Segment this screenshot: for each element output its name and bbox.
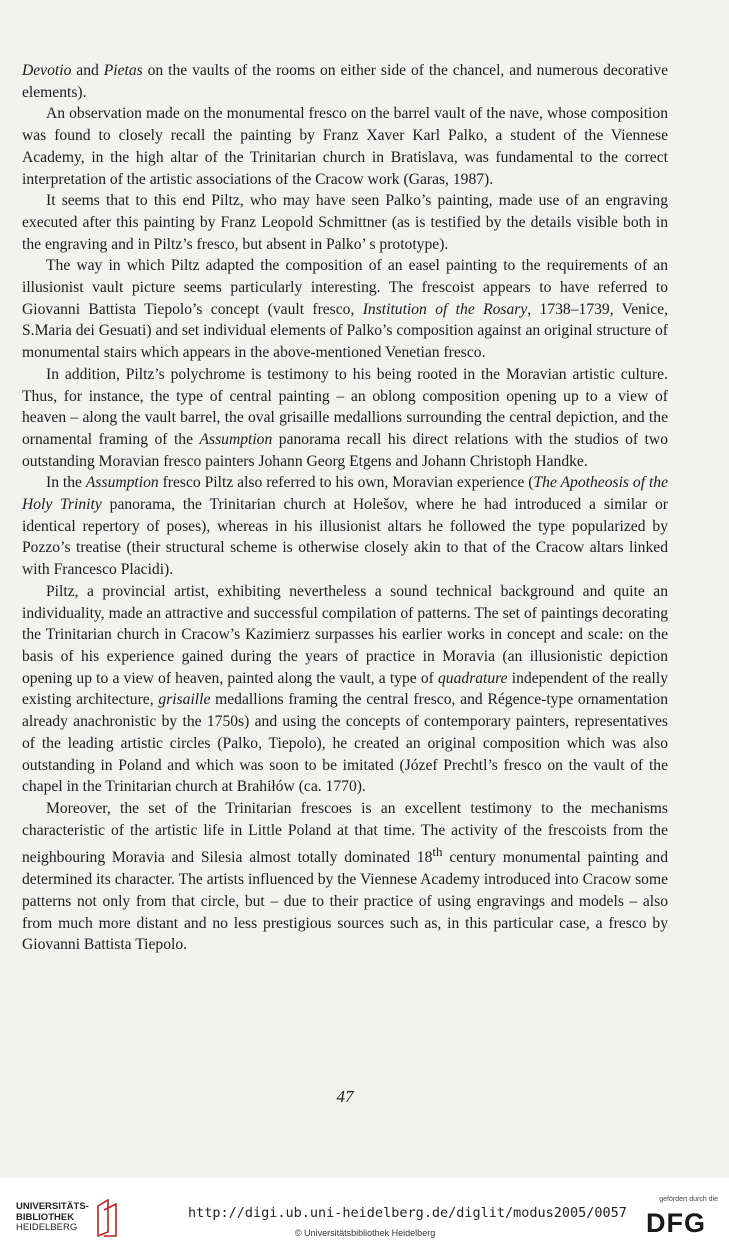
- text-run: and: [71, 62, 104, 79]
- italic-title: The Apotheosis of the Holy Trinity: [22, 474, 669, 514]
- text-run: , 1738–1739, Venice, S.Maria dei Gesuati) and set individual elements of Palko’s composition against an original structure of monumental stairs which appears in the above-mentioned Venetian fresco.: [22, 300, 669, 362]
- logo-line: UNIVERSITÄTS-: [16, 1201, 89, 1212]
- permalink-url[interactable]: http://digi.ub.uni-heidelberg.de/diglit/modus2005/0057: [188, 1205, 627, 1221]
- text-run: panorama recall his direct relations with the studios of two outstanding Moravian fresco painters Johann Georg Etgens and Johann Christoph Handke.: [22, 430, 668, 470]
- dfg-caption: gefördert durch die: [659, 1196, 718, 1203]
- university-library-name: [16, 1202, 89, 1234]
- text-run: The way in which Piltz adapted the composition of an easel painting to the requirements of an illusionist vault picture seems particularly interesting. The frescoist appears to have referred to Giovanni Battista Tiepolo’s concept (vault fresco,: [22, 257, 668, 318]
- logo-line: HEIDELBERG: [16, 1222, 78, 1233]
- text-run: In addition, Piltz’s polychrome is testimony to his being rooted in the Moravian artistic culture. Thus, for instance, the type of central painting – an oblong composition opening up to a view of heaven – along the vault barrel, the oval grisaille medallions surrounding the central depiction, and the ornamental framing of the: [22, 365, 668, 448]
- university-library-logo[interactable]: [16, 1202, 136, 1238]
- text-run: century monumental painting and determined its character. The artists influenced by the Viennese Academy introduced into Cracow some patterns not only from that circle, but – due to their practice of using engravings and models – also from much more distant and no less prestigious sources such as, in this particular case, a fresco by Giovanni Battista Tiepolo.: [22, 849, 668, 954]
- university-emblem-icon: [94, 1198, 120, 1238]
- superscript: th: [432, 844, 443, 860]
- italic-title: Institution of the Rosary: [362, 300, 528, 318]
- dfg-wordmark: DFG: [646, 1208, 706, 1238]
- body-text: [22, 60, 668, 956]
- logo-line: BIBLIOTHEK: [16, 1211, 75, 1223]
- paragraph-5: [22, 364, 668, 473]
- italic-title: Assumption: [199, 430, 273, 448]
- italic-term: Devotio: [22, 62, 72, 79]
- paragraph-2: An observation made on the monumental fresco on the barrel vault of the nave, whose composition was found to closely recall the painting by Franz Xaver Karl Palko, a student of the Viennese Academy, in the high altar of the Trinitarian church in Bratislava, was fundamental to the correct interpretation of the artistic associations of the Cracow work (Garas, 1987).: [22, 105, 668, 188]
- text-run: on the vaults of the rooms on either side of the chancel, and numerous decorative elements).: [22, 62, 668, 101]
- paragraph-8: [22, 798, 668, 956]
- page-number: 47: [336, 1087, 354, 1106]
- paragraph-3: It seems that to this end Piltz, who may have seen Palko’s painting, made use of an engraving executed after this painting by Franz Leopold Schmittner (as is testified by the details visible both in the engraving and in Piltz’s fresco, but absent in Palko’ s prototype).: [22, 192, 668, 253]
- italic-term: quadrature: [438, 669, 508, 687]
- italic-term: Pietas: [103, 62, 143, 79]
- dfg-logo[interactable]: [646, 1196, 726, 1240]
- paragraph-1: [22, 60, 668, 103]
- paragraph-4: [22, 255, 668, 364]
- italic-title: Assumption: [85, 474, 159, 492]
- paragraph-7: [22, 581, 668, 798]
- footer-bar: [0, 1178, 729, 1245]
- text-run: fresco Piltz also referred to his own, Moravian experience (: [158, 474, 534, 492]
- italic-term: grisaille: [158, 691, 211, 709]
- text-run: Moreover, the set of the Trinitarian frescoes is an excellent testimony to the mechanisms characteristic of the artistic life in Little Poland at that time. The activity of the frescoists from the neighbouring Moravia and Silesia almost totally dominated 18: [22, 799, 668, 867]
- text-run: Piltz, a provincial artist, exhibiting nevertheless a sound technical background and quite an individuality, made an attractive and successful compilation of patterns. The set of paintings decorating the Trinitarian church in Cracow’s Kazimierz surpasses his earlier works in concept and scale: on the basis of his experience gained during the years of practice in Moravia (an illusionistic depiction opening up to a view of heaven, painted along the vault, a type of: [22, 582, 668, 687]
- text-run: panorama, the Trinitarian church at Holešov, where he had introduced a similar or identical repertory of poses), whereas in his illusionist altars he followed the type popularized by Pozzo’s treatise (their structural scheme is otherwise closely akin to that of the Cracow altars linked with Francesco Placidi).: [22, 496, 668, 579]
- paragraph-6: [22, 472, 668, 581]
- text-run: medallions framing the central fresco, and Régence-type ornamentation already anachronistic by the 1750s) and using the concepts of contemporary painters, representatives of the leading artistic circles (Palko, Tiepolo), he created an original composition which was also outstanding in Poland and which was soon to be imitated (Józef Prechtl’s fresco on the vault of the chapel in the Trinitarian church at Brahiłów (ca. 1770).: [22, 691, 669, 796]
- copyright-notice: © Universitätsbibliothek Heidelberg: [295, 1228, 436, 1238]
- text-run: In the: [46, 474, 86, 492]
- text-run: independent of the really existing architecture,: [22, 669, 669, 709]
